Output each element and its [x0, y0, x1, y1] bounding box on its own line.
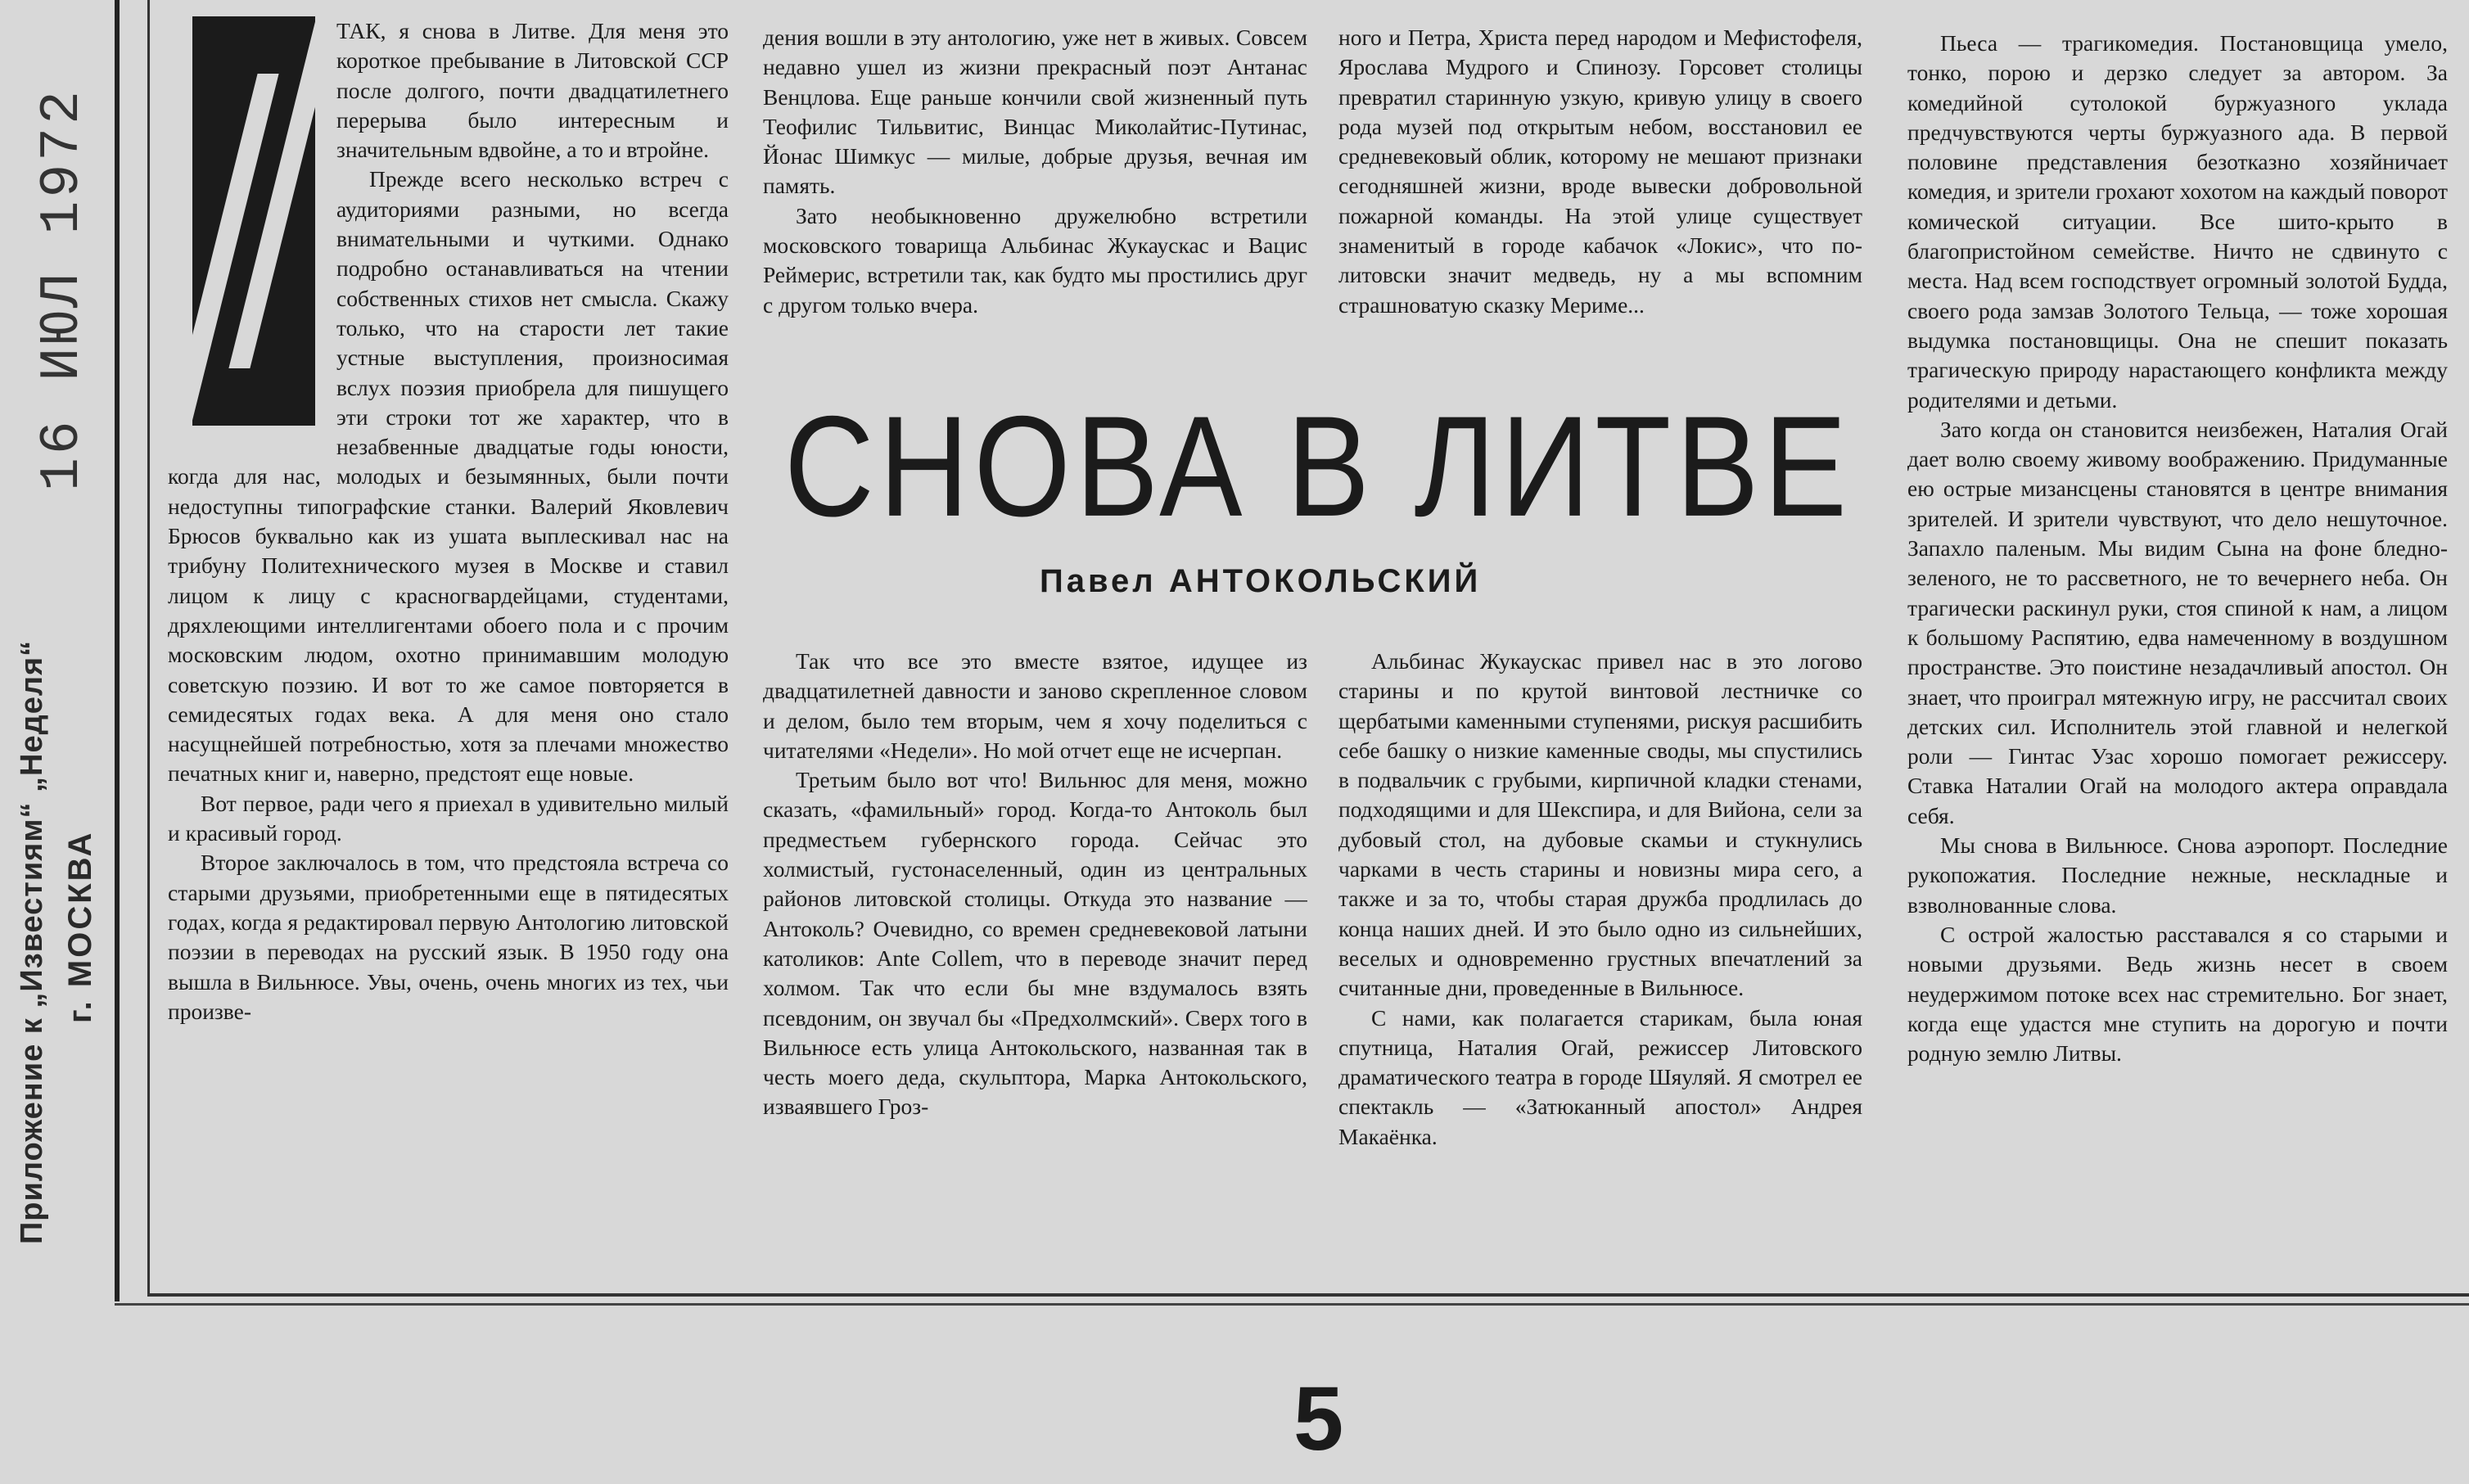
city-stamp: г. МОСКВА — [62, 830, 98, 1023]
column-1 — [168, 16, 729, 1289]
paragraph: С нами, как полагается старикам, была юная спутница, Наталия Огай, режиссер Литовского драматического театра в городе Шяуляй. Я смотрел ее спектакль — «Затюканный апостол» Андрея Макаёнка. — [1338, 1004, 1862, 1149]
frame-line-bottom-outer — [115, 1303, 2469, 1306]
column-4 — [1907, 29, 2448, 1289]
paragraph: С острой жалостью расставался я со старыми и новыми друзьями. Ведь жизнь несет в своем неудержимом потоке всех нас стремительно. Бог знает, когда еще удастся мне ступить на дорогую и почти родную землю Литвы. — [1907, 921, 2448, 1067]
paragraph: Пьеса — трагикомедия. Постановщица умело, тонко, порою и дерзко следует за автором. За комедийной сутолокой буржуазного уклада предчувствуются черты буржуазного ада. В первой половине представления безотказно хозяйничает комедия, и зрители грохают хохотом на каждый поворот комической ситуации. Все шито-крыто в благопристойном семействе. Ничто не сдвинуто с места. Над всем господствует огромный золотой Будда, своего рода замзав Золотого Тельца, — тоже хорошая выдумка постановщицы. Она не спешит показать трагическую природу нарастающего конфликта между родителями и детьми. — [1907, 30, 2448, 413]
frame-line-left-inner — [147, 0, 150, 1293]
page-number: 5 — [1293, 1369, 1344, 1469]
source-stamp: Приложение к „Известиям“ „Неделя“ — [15, 639, 49, 1244]
paragraph: Зато когда он становится неизбежен, Наталия Огай дает волю своему живому воображению. Придуманные ею острые мизансцены становятся в центре внимания зрителей. И зрители чувствуют, что дело нешуточное. Запахло паленым. Мы видим Сына на фоне бледно-зеленого, не то рассветного, не то вечернего неба. Он трагически раскинул руки, стоя спиной к нам, а лицом к большому Распятию, едва намеченному в воздушном пространстве. Это поистине незадачливый апостол. Он знает, что проиграл мятежную игру, не рассчитал своих детских сил. Исполнитель этой главной и нелегкой роли — Гинтас Узас хорошо помогает режиссеру. Ставка Наталии Огай на молодого актера оправдала себя. — [1907, 416, 2448, 828]
drop-cap-letter — [192, 16, 315, 426]
frame-line-bottom — [147, 1293, 2469, 1297]
paragraph: Альбинас Жукаускас привел нас в это логово старины и по крутой винтовой лестничке со щербатыми каменными ступенями, рискуя расшибить себе башку о низкие каменные своды, мы спустились в подвальчик с грубыми, кирпичной кладки стенами, подходящими и для Шекспира, и для Вийона, сели за дубовый стол, на дубовые скамьи и стукнулись чарками в честь старины и новизны мира сего, а также и за то, чтобы старая дружба продлилась до конца наших дней. И это было одно из сильнейших, веселых и одновременно грустных впечатлений за считанные дни, проведенные в Вильнюсе. — [1338, 648, 1862, 1001]
column-3-top — [1338, 23, 1862, 375]
paragraph: Зато необыкновенно дружелюбно встретили московского товарища Альбинас Жукаускас и Вацис Реймерис, встретили так, как будто мы простились друг с другом только вчера. — [763, 202, 1307, 318]
paragraph: Вот первое, ради чего я приехал в удивительно милый и красивый город. — [168, 790, 729, 846]
paragraph: Второе заключалось в том, что предстояла встреча со старыми друзьями, приобретенными еще в пятидесятых годах, когда я редактировал первую Антологию литовской поэзии в переводах на русский язык. В 1950 году она вышла в Вильнюсе. Увы, очень, очень многих из тех, чьи произве- — [168, 850, 729, 1024]
column-2-bottom — [763, 647, 1307, 1285]
column-3-bottom — [1338, 647, 1862, 1285]
date-stamp: 16 ИЮЛ 1972 — [31, 88, 94, 491]
column-2-top — [763, 23, 1307, 375]
frame-line-left — [115, 0, 120, 1301]
paragraph: ного и Петра, Христа перед народом и Мефистофеля, Ярослава Мудрого и Спинозу. Горсовет столицы превратил старинную узкую, кривую улицу в своего рода музей под открытым небом, восстановил ее средневековый облик, которому не мешают признаки сегодняшней жизни, вроде вывески добровольной пожарной команды. На этой улице существует знаменитый в городе кабачок «Локис», что по-литовски значит медведь, ну а мы вспомним страшноватую сказку Мериме... — [1338, 25, 1862, 318]
paragraph: Прежде всего несколько встреч с аудиториями разными, но всегда внимательными и чуткими. Однако подробно останавливаться на чтении собственных стихов нет смысла. Скажу только, что на старости лет такие устные выступления, произносимая вслух поэзия приобрела для пишущего эти строки тот же характер, что в незабвенные двадцатые годы юности, когда для нас, молодых и безымянных, были почти недоступны типографские станки. Валерий Яковлевич Брюсов буквально как из ушата выплескивал нас на трибуну Политехнического музея в Москве и ставил лицом к лицу с красногвардейцами, студентами, дряхлеющими интеллигентами обоего пола и с прочим московским людом, охотно принимавшим молодую советскую поэзию. И вот то же самое повторяется в семидесятых годах века. А для меня оно стало насущнейшей потребностью, хотя за плечами множество печатных книг и, наверно, предстоят еще новые. — [168, 166, 729, 787]
headline: СНОВА В ЛИТВЕ — [784, 386, 1852, 547]
byline: Павел АНТОКОЛЬСКИЙ — [1040, 563, 1482, 599]
paragraph: ТАК, я снова в Литве. Для меня это короткое пребывание в Литовской ССР после долгого, почти двадцатилетнего перерыва было интересным и значительным вдвойне, а то и втройне. — [336, 18, 729, 163]
paragraph: Так что все это вместе взятое, идущее из двадцатилетней давности и заново скрепленное словом и делом, было тем вторым, чем я хочу поделиться с читателями «Недели». Но мой отчет еще не исчерпан. — [763, 648, 1307, 763]
paragraph: Мы снова в Вильнюсе. Снова аэропорт. Последние рукопожатия. Последние нежные, нескладные и взволнованные слова. — [1907, 832, 2448, 918]
paragraph: дения вошли в эту антологию, уже нет в живых. Совсем недавно ушел из жизни прекрасный поэт Антанас Венцлова. Еще раньше кончили свой жизненный путь Теофилис Тильвитис, Винцас Миколайтис-Путинас, Йонас Шимкус — милые, добрые друзья, вечная им память. — [763, 25, 1307, 199]
paragraph: Третьим было вот что! Вильнюс для меня, можно сказать, «фамильный» город. Когда-то Антоколь был предместьем губернского города. Сейчас это холмистый, густонаселенный, один из центральных районов литовской столицы. Откуда это название — Антоколь? Очевидно, со времен средневековой латыни католиков: Ante Collem, что в переводе значит перед холмом. Так что если бы мне вздумалось взять псевдоним, он звучал бы «Предхолмский». Сверх того в Вильнюсе есть улица Антокольского, названная так в честь моего деда, скульптора, Марка Антокольского, изваявшего Гроз- — [763, 767, 1307, 1120]
